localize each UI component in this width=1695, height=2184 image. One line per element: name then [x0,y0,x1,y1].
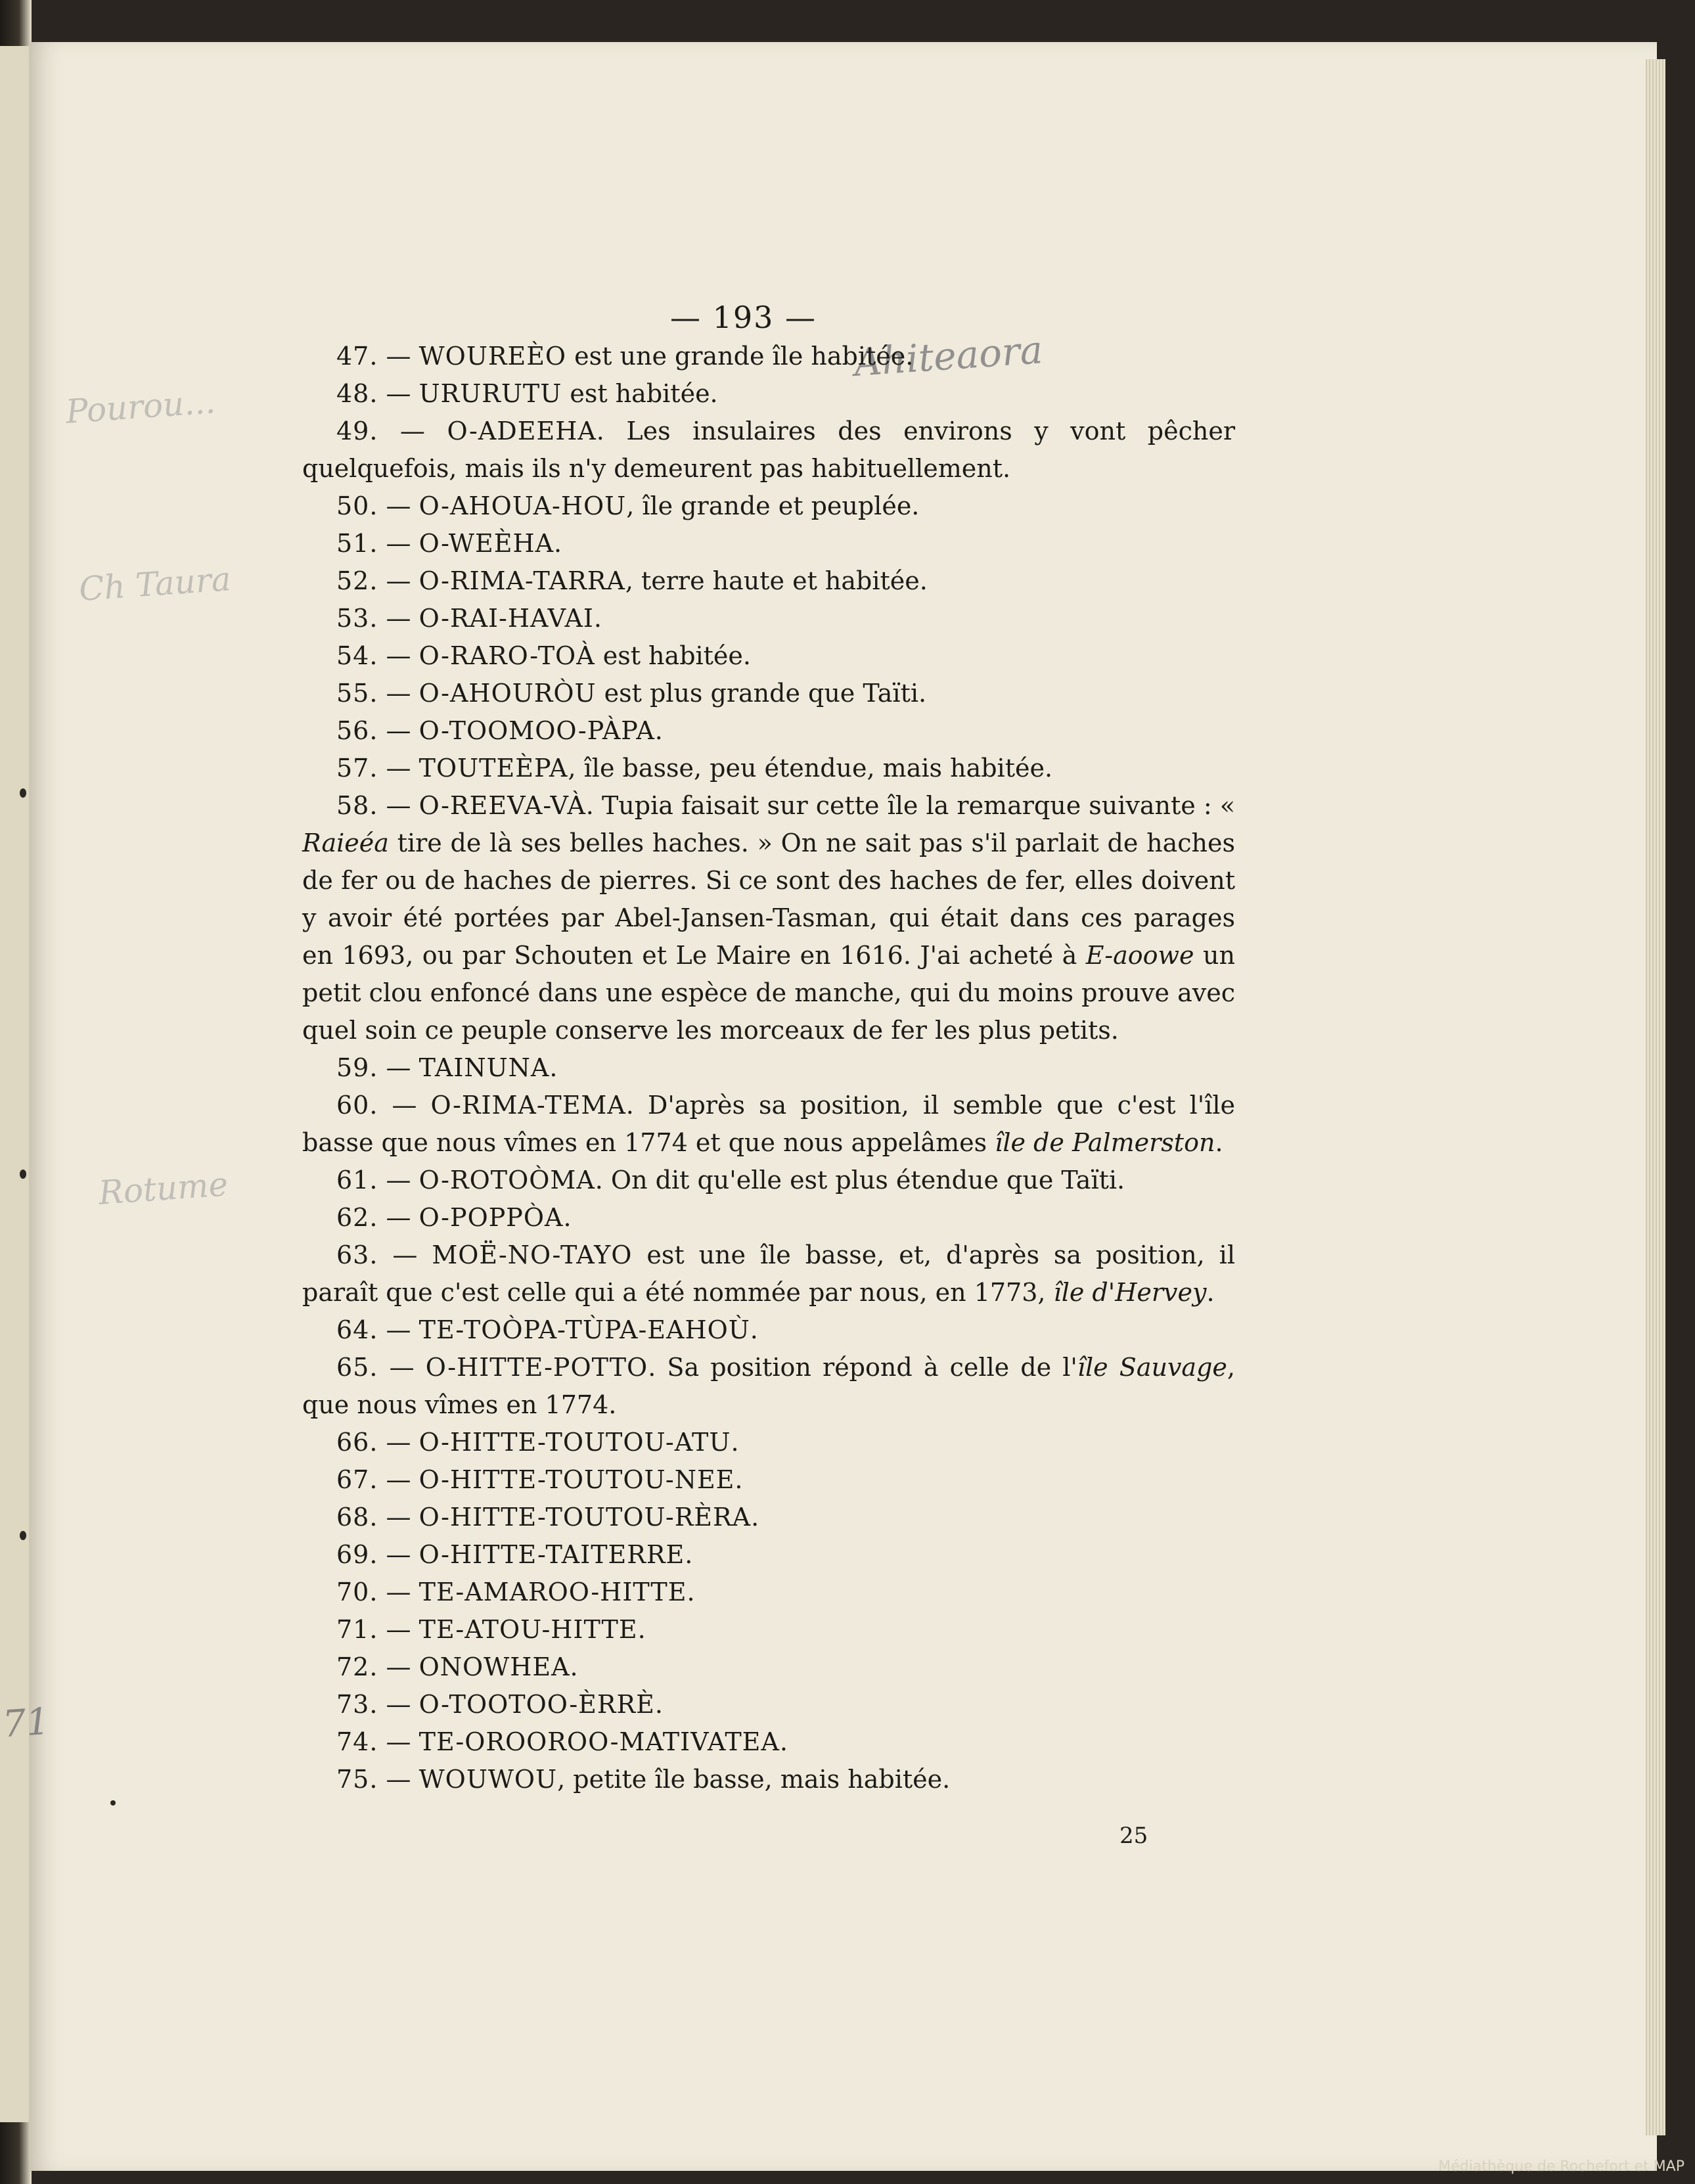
island-entry [302,1424,1235,1461]
entry-text: . [563,1203,572,1232]
entry-text: un petit clou enfoncé dans une espèce de manche, qui du moins prouve avec quel soin ce peuple conserve les morceaux de fer les plus petits. [302,941,1235,1045]
island-entry [302,1162,1235,1199]
entry-number: 48. [336,379,378,408]
island-name: TE-AMAROO-HITTE [418,1578,687,1606]
entry-text: est habitée. [562,379,718,408]
entry-dash: — [378,1166,419,1194]
island-entry [302,1237,1235,1311]
island-name: URURUTU [418,379,562,408]
entry-dash: — [378,1652,419,1681]
entry-number: 52. [336,566,378,595]
entry-number: 67. [336,1465,378,1494]
island-entry [302,675,1235,712]
island-name: O-AHOURÒU [418,679,597,708]
entry-text: . Sa position répond à celle de l' [648,1353,1077,1382]
entry-dash: — [378,791,419,820]
entry-text: . [654,716,663,745]
entry-dash: — [378,1727,419,1756]
entry-number: 56. [336,716,378,745]
entry-text: est plus grande que Taïti. [596,679,927,708]
entry-dash: — [378,1503,419,1532]
island-entry [302,525,1235,562]
binding-mark [20,1170,26,1179]
entry-text: . [1215,1128,1223,1157]
entry-text: . [687,1578,695,1606]
entry-text: est habitée. [595,641,751,670]
entry-text: . Tupia faisait sur cette île la remarque suivante : « [585,791,1235,820]
entry-number: 57. [336,754,378,783]
island-name: O-HITTE-TOUTOU-RÈRA [418,1503,752,1532]
entry-dash: — [378,529,419,558]
entry-text: est une grande île habitée. [566,342,914,371]
entry-text: . [549,1053,558,1082]
page-stack-edge [1646,59,1665,2135]
island-name: O-HITTE-TOUTOU-NEE [418,1465,735,1494]
entry-text: , terre haute et habitée. [625,566,928,595]
entry-dash: — [378,1578,419,1606]
entry-dash: — [378,566,419,595]
island-entry [302,1499,1235,1536]
island-name: ONOWHEA [418,1652,570,1681]
entry-text: , petite île basse, mais habitée. [557,1765,951,1794]
island-entry [302,1649,1235,1686]
entry-number: 61. [336,1166,378,1194]
entry-text: . [734,1465,743,1494]
entry-number: 73. [336,1690,378,1719]
entry-italic: île Sauvage [1077,1353,1227,1382]
entry-number: 68. [336,1503,378,1532]
entry-dash: — [378,604,419,633]
island-name: O-RAI-HAVAI [418,604,594,633]
entry-text: est une île basse, et, d'après sa position, il paraît que c'est celle qui a été nommée par nous, en 1773, [302,1240,1235,1307]
entry-text: . [554,529,562,558]
entry-dash: — [378,1540,419,1569]
island-name: O-RARO-TOÀ [418,641,595,670]
entry-dash: — [378,1690,419,1719]
entry-dash: — [378,1240,432,1269]
entry-number: 71. [336,1615,378,1644]
entry-number: 59. [336,1053,378,1082]
entry-italic: île de Palmerston [995,1128,1215,1157]
entry-text: . [685,1540,693,1569]
entry-number: 47. [336,342,378,371]
entry-dash: — [378,379,419,408]
island-name: O-AHOUA-HOU [418,491,627,520]
entry-dash: — [378,1465,419,1494]
island-name: O-TOOTOO-ÈRRÈ [418,1690,655,1719]
island-name: WOUWOU [418,1765,558,1794]
entry-number: 64. [336,1315,378,1344]
island-entry [302,413,1235,488]
margin-annotation: 71 [1,1700,51,1746]
entry-number: 54. [336,641,378,670]
entry-dash: — [378,716,419,745]
island-entry [302,1536,1235,1574]
entry-number: 70. [336,1578,378,1606]
entry-number: 69. [336,1540,378,1569]
margin-annotation: Ch Taura [78,559,233,609]
island-entry [302,375,1235,413]
entry-number: 72. [336,1652,378,1681]
entry-text: . On dit qu'elle est plus étendue que Taïti. [595,1166,1125,1194]
island-entry [302,600,1235,637]
entry-dash: — [378,1353,426,1382]
island-entry [302,1686,1235,1723]
island-name: TOUTEÈPA [418,754,568,783]
island-name: O-RIMA-TEMA [430,1091,626,1120]
island-entry [302,1723,1235,1761]
entry-italic: île d'Hervey [1053,1278,1207,1307]
entry-text: . Les insulaires des environs y vont pêcher quelquefois, mais ils n'y demeurent pas habituellement. [302,417,1235,483]
previous-page-edge [0,46,29,2122]
island-entry [302,1349,1235,1424]
island-entry [302,1611,1235,1649]
entry-text: . [750,1315,758,1344]
handwritten-annotation: Ahiteaora [852,327,1045,385]
entry-number: 62. [336,1203,378,1232]
entry-number: 55. [336,679,378,708]
island-name: O-HITTE-TAITERRE [418,1540,685,1569]
entry-text: , île basse, peu étendue, mais habitée. [568,754,1053,783]
entry-text: . [637,1615,646,1644]
island-name: TAINUNA [418,1053,550,1082]
entry-number: 74. [336,1727,378,1756]
island-name: O-REEVA-VÀ [418,791,586,820]
ink-speck [110,1800,116,1806]
island-list [302,338,1235,1798]
island-entry [302,488,1235,525]
island-entry [302,712,1235,750]
entry-italic: E-aoowe [1085,941,1194,970]
island-name: TE-ATOU-HITTE [418,1615,638,1644]
entry-dash: — [378,1615,419,1644]
entry-dash: — [378,1428,419,1457]
island-entry [302,1311,1235,1349]
island-name: O-TOOMOO-PÀPA [418,716,655,745]
entry-text: , île grande et peuplée. [626,491,920,520]
entry-number: 49. [336,417,378,445]
island-name: TE-OROOROO-MATIVATEA [418,1727,780,1756]
entry-text: . [570,1652,578,1681]
entry-text: . [1206,1278,1215,1307]
island-entry [302,637,1235,675]
watermark: Médiathèque de Rochefort et MAP [1438,2158,1684,2175]
entry-text: . [593,604,602,633]
island-name: O-HITTE-POTTO [425,1353,648,1382]
island-name: MOË-NO-TAYO [432,1240,633,1269]
entry-dash: — [378,1053,419,1082]
entry-dash: — [378,491,419,520]
island-name: O-ROTOÒMA [418,1166,595,1194]
entry-text: . [751,1503,759,1532]
entry-number: 65. [336,1353,378,1382]
entry-text: . [779,1727,788,1756]
island-entry [302,1461,1235,1499]
island-entry [302,1574,1235,1611]
island-name: O-HITTE-TOUTOU-ATU [418,1428,731,1457]
binding-mark [20,1531,26,1540]
island-name: WOUREÈO [418,342,567,371]
binding-mark [20,788,26,798]
entry-dash: — [378,342,419,371]
entry-number: 60. [336,1091,378,1120]
entry-text: tire de là ses belles haches. » On ne sait pas s'il parlait de haches de fer ou de haches de pierres. Si ce sont des haches de fer, elles doivent y avoir été portées par Abel-Jansen-Tasman, qui était dans ces parages en 1693, ou par Schouten et Le Maire en 1616. J'ai acheté à [302,829,1235,970]
entry-number: 53. [336,604,378,633]
signature-mark: 25 [1119,1823,1148,1849]
island-entry [302,1761,1235,1798]
margin-annotation: Pourou... [64,382,217,431]
island-name: O-POPPÒA [418,1203,564,1232]
island-entry [302,338,1235,375]
entry-italic: Raieéa [302,829,389,857]
entry-number: 63. [336,1240,378,1269]
page-number: — 193 — [670,300,817,335]
entry-dash: — [378,1315,419,1344]
entry-dash: — [378,754,419,783]
island-name: O-RIMA-TARRA [418,566,625,595]
entry-dash: — [378,1765,419,1794]
entry-text: . [731,1428,739,1457]
entry-text: . [654,1690,663,1719]
entry-dash: — [378,417,447,445]
entry-number: 51. [336,529,378,558]
island-entry [302,1049,1235,1087]
margin-annotation: Rotume [97,1165,229,1212]
entry-number: 75. [336,1765,378,1794]
entry-number: 58. [336,791,378,820]
island-entry [302,562,1235,600]
island-entry [302,1199,1235,1237]
island-entry [302,787,1235,1049]
entry-dash: — [378,1203,419,1232]
island-name: O-ADEEHA [447,417,597,445]
entry-number: 66. [336,1428,378,1457]
entry-dash: — [378,1091,431,1120]
entry-number: 50. [336,491,378,520]
island-entry [302,1087,1235,1162]
island-name: TE-TOÒPA-TÙPA-EAHOÙ [418,1315,750,1344]
entry-text: . D'après sa position, il semble que c'est l'île basse que nous vîmes en 1774 et que nous appelâmes [302,1091,1235,1157]
entry-text: , que nous vîmes en 1774. [302,1353,1235,1419]
island-entry [302,750,1235,787]
island-name: O-WEÈHA [418,529,554,558]
entry-dash: — [378,679,419,708]
entry-dash: — [378,641,419,670]
